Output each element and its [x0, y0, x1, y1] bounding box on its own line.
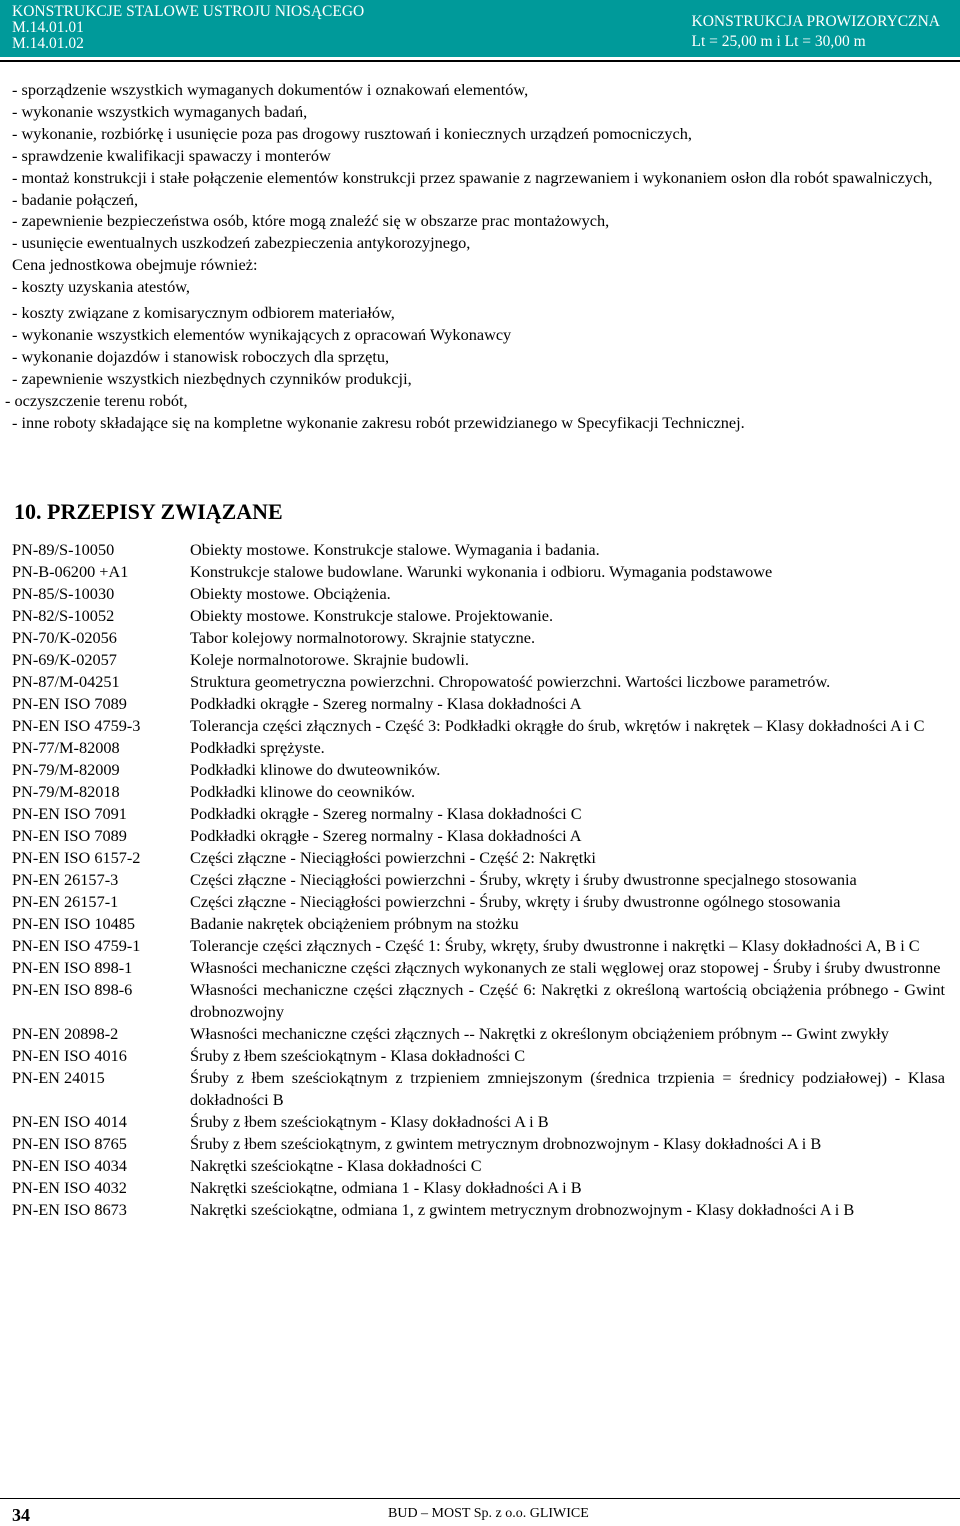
standard-row — [0, 1177, 960, 1199]
standard-row — [0, 583, 960, 605]
standard-description: Nakrętki sześciokątne, odmiana 1 - Klasy dokładności A i B — [190, 1178, 582, 1197]
list-item: - zapewnienie bezpieczeństwa osób, które mogą znaleźć się w obszarze prac montażowych, — [12, 211, 610, 231]
standard-row — [0, 1155, 960, 1177]
standard-row — [0, 561, 960, 583]
standard-row — [0, 979, 960, 1023]
standard-description: Śruby z łbem sześciokątnym - Klasy dokładności A i B — [190, 1112, 549, 1131]
standard-row — [0, 869, 960, 891]
standard-code: PN-70/K-02056 — [12, 628, 117, 647]
standard-description: Struktura geometryczna powierzchni. Chropowatość powierzchni. Wartości liczbowe parametrów. — [190, 672, 831, 691]
standard-description: Własności mechaniczne części złącznych -- Nakrętki z określonym obciążeniem próbnym -- Gwint zwykły — [190, 1024, 889, 1043]
standard-code: PN-EN 26157-3 — [12, 870, 119, 889]
section-number: 10. — [14, 499, 42, 524]
standard-row — [0, 803, 960, 825]
header-left-code-2: M.14.01.02 — [12, 35, 84, 52]
standard-code: PN-EN ISO 898-1 — [12, 958, 133, 977]
standard-description: Obiekty mostowe. Konstrukcje stalowe. Wymagania i badania. — [190, 540, 600, 559]
standard-row — [0, 1045, 960, 1067]
standard-description: Tolerancje części złącznych - Część 1: Śruby, wkręty, śruby dwustronne i nakrętki – Klasy dokładności A, B i C — [190, 936, 920, 955]
standard-code: PN-79/M-82009 — [12, 760, 120, 779]
standard-code: PN-EN 26157-1 — [12, 892, 119, 911]
standard-row — [0, 539, 960, 561]
standard-row — [0, 759, 960, 781]
standard-description: Nakrętki sześciokątne, odmiana 1, z gwintem metrycznym drobnozwojnym - Klasy dokładności A i B — [190, 1200, 855, 1219]
standard-description: Podkładki okrągłe - Szereg normalny - Klasa dokładności A — [190, 694, 582, 713]
standard-row — [0, 737, 960, 759]
list-item: - inne roboty składające się na kompletne wykonanie zakresu robót przewidzianego w Specyfikacji Technicznej. — [12, 412, 745, 432]
standard-description: Śruby z łbem sześciokątnym - Klasa dokładności C — [190, 1046, 526, 1065]
standard-code: PN-EN ISO 8765 — [12, 1134, 127, 1153]
standard-description: Tabor kolejowy normalnotorowy. Skrajnie statyczne. — [190, 628, 536, 647]
header-right — [692, 12, 940, 52]
standard-code: PN-82/S-10052 — [12, 606, 115, 625]
standard-description: Obiekty mostowe. Konstrukcje stalowe. Projektowanie. — [190, 606, 554, 625]
standard-row — [0, 605, 960, 627]
list-item: - montaż konstrukcji i stałe połączenie elementów konstrukcji przez spawanie z nagrzewaniem i wykonaniem osłon dla robót spawalniczych, — [12, 167, 933, 187]
standard-description: Koleje normalnotorowe. Skrajnie budowli. — [190, 650, 469, 669]
standard-description: Obiekty mostowe. Obciążenia. — [190, 584, 391, 603]
list-item: - badanie połączeń, — [12, 189, 139, 209]
list-item: - wykonanie wszystkich wymaganych badań, — [12, 101, 308, 121]
standard-description: Podkładki klinowe do dwuteowników. — [190, 760, 441, 779]
list-item: - koszty uzyskania atestów, — [12, 277, 190, 297]
standard-description: Śruby z łbem sześciokątnym z trzpieniem zmniejszonym (średnica trzpienia = średnicy podziałowej) - Klasa dokładności B — [190, 1068, 945, 1109]
cost-items-list — [0, 79, 960, 434]
standard-description: Podkładki okrągłe - Szereg normalny - Klasa dokładności C — [190, 804, 582, 823]
standard-description: Własności mechaniczne części złącznych - Część 6: Nakrętki z określoną wartością obciążenia próbnego - Gwint drobnozwojny — [190, 980, 945, 1021]
standard-description: Własności mechaniczne części złącznych wykonanych ze stali węglowej oraz stopowej - Śruby i śruby dwustronne — [190, 958, 941, 977]
page-header — [0, 0, 960, 57]
standard-code: PN-EN ISO 4759-1 — [12, 936, 141, 955]
section-heading — [14, 499, 283, 525]
list-item: - oczyszczenie terenu robót, — [5, 390, 188, 410]
list-item: - wykonanie dojazdów i stanowisk roboczych dla sprzętu, — [12, 346, 390, 366]
standard-code: PN-B-06200 +A1 — [12, 562, 129, 581]
standard-code: PN-EN ISO 898-6 — [12, 980, 133, 999]
standard-code: PN-EN ISO 8673 — [12, 1200, 127, 1219]
header-right-title: KONSTRUKCJA PROWIZORYCZNA — [691, 13, 940, 30]
list-item: - sprawdzenie kwalifikacji spawaczy i monterów — [12, 145, 331, 165]
header-right-subtitle: Lt = 25,00 m i Lt = 30,00 m — [691, 33, 866, 50]
standard-code: PN-89/S-10050 — [12, 540, 115, 559]
standard-description: Części złączne - Nieciągłości powierzchni - Śruby, wkręty i śruby dwustronne specjalnego stosowania — [190, 870, 857, 889]
standard-code: PN-85/S-10030 — [12, 584, 115, 603]
standard-code: PN-EN ISO 4759-3 — [12, 716, 141, 735]
standard-row — [0, 847, 960, 869]
standard-description: Tolerancja części złącznych - Część 3: Podkładki okrągłe do śrub, wkrętów i nakrętek – Klasy dokładności A i C — [190, 716, 925, 735]
list-item: - zapewnienie wszystkich niezbędnych czynników produkcji, — [12, 368, 412, 388]
header-left-code-1: M.14.01.01 — [12, 19, 84, 36]
list-item: - sporządzenie wszystkich wymaganych dokumentów i oznakowań elementów, — [12, 80, 529, 99]
standard-description: Podkładki sprężyste. — [190, 738, 325, 757]
standard-description: Nakrętki sześciokątne - Klasa dokładności C — [190, 1156, 482, 1175]
standard-code: PN-EN 24015 — [12, 1068, 105, 1087]
standard-row — [0, 781, 960, 803]
standard-row — [0, 891, 960, 913]
standard-row — [0, 1111, 960, 1133]
standard-row — [0, 671, 960, 693]
standard-code: PN-87/M-04251 — [12, 672, 120, 691]
standard-code: PN-EN ISO 4034 — [12, 1156, 127, 1175]
standard-row — [0, 715, 960, 737]
standard-row — [0, 627, 960, 649]
standard-row — [0, 825, 960, 847]
list-item: - wykonanie wszystkich elementów wynikających z opracowań Wykonawcy — [12, 324, 512, 344]
standard-row — [0, 957, 960, 979]
standard-code: PN-EN ISO 10485 — [12, 914, 136, 933]
standard-code: PN-77/M-82008 — [12, 738, 120, 757]
standard-description: Śruby z łbem sześciokątnym, z gwintem metrycznym drobnozwojnym - Klasy dokładności A i B — [190, 1134, 822, 1153]
standard-row — [0, 1133, 960, 1155]
standard-code: PN-EN ISO 7089 — [12, 694, 127, 713]
standard-code: PN-EN ISO 4014 — [12, 1112, 127, 1131]
standard-row — [0, 1067, 960, 1111]
standard-code: PN-EN ISO 7091 — [12, 804, 127, 823]
standard-description: Konstrukcje stalowe budowlane. Warunki wykonania i odbioru. Wymagania podstawowe — [190, 562, 773, 581]
standards-list — [0, 539, 960, 1221]
standard-row — [0, 1023, 960, 1045]
standard-description: Badanie nakrętek obciążeniem próbnym na stożku — [190, 914, 519, 933]
standard-code: PN-EN ISO 7089 — [12, 826, 127, 845]
list-item: - wykonanie, rozbiórkę i usunięcie poza pas drogowy rusztowań i koniecznych urządzeń pomocniczych, — [12, 123, 692, 143]
page-number: 34 — [12, 1505, 30, 1525]
footer-company: BUD – MOST Sp. z o.o. GLIWICE — [388, 1506, 589, 1521]
standard-code: PN-EN 20898-2 — [12, 1024, 119, 1043]
list-item: - usunięcie ewentualnych uszkodzeń zabezpieczenia antykorozyjnego, — [12, 233, 471, 253]
standard-row — [0, 649, 960, 671]
header-left — [12, 4, 364, 52]
standard-code: PN-EN ISO 4032 — [12, 1178, 127, 1197]
standard-row — [0, 1199, 960, 1221]
standard-description: Części złączne - Nieciągłości powierzchni - Część 2: Nakrętki — [190, 848, 596, 867]
standard-row — [0, 693, 960, 715]
standard-description: Części złączne - Nieciągłości powierzchni - Śruby, wkręty i śruby dwustronne ogólnego stosowania — [190, 892, 841, 911]
standard-description: Podkładki klinowe do ceowników. — [190, 782, 416, 801]
section-title: PRZEPISY ZWIĄZANE — [47, 499, 283, 524]
standard-row — [0, 913, 960, 935]
footer-divider — [0, 1498, 960, 1499]
price-includes-heading: Cena jednostkowa obejmuje również: — [12, 255, 258, 275]
standard-row — [0, 935, 960, 957]
standard-code: PN-EN ISO 4016 — [12, 1046, 127, 1065]
header-divider — [0, 60, 960, 62]
standard-description: Podkładki okrągłe - Szereg normalny - Klasa dokładności A — [190, 826, 582, 845]
standard-code: PN-69/K-02057 — [12, 650, 117, 669]
header-left-title: KONSTRUKCJE STALOWE USTROJU NIOSĄCEGO — [12, 3, 365, 20]
list-item: - koszty związane z komisarycznym odbiorem materiałów, — [12, 303, 395, 323]
standard-code: PN-79/M-82018 — [12, 782, 120, 801]
standard-code: PN-EN ISO 6157-2 — [12, 848, 141, 867]
